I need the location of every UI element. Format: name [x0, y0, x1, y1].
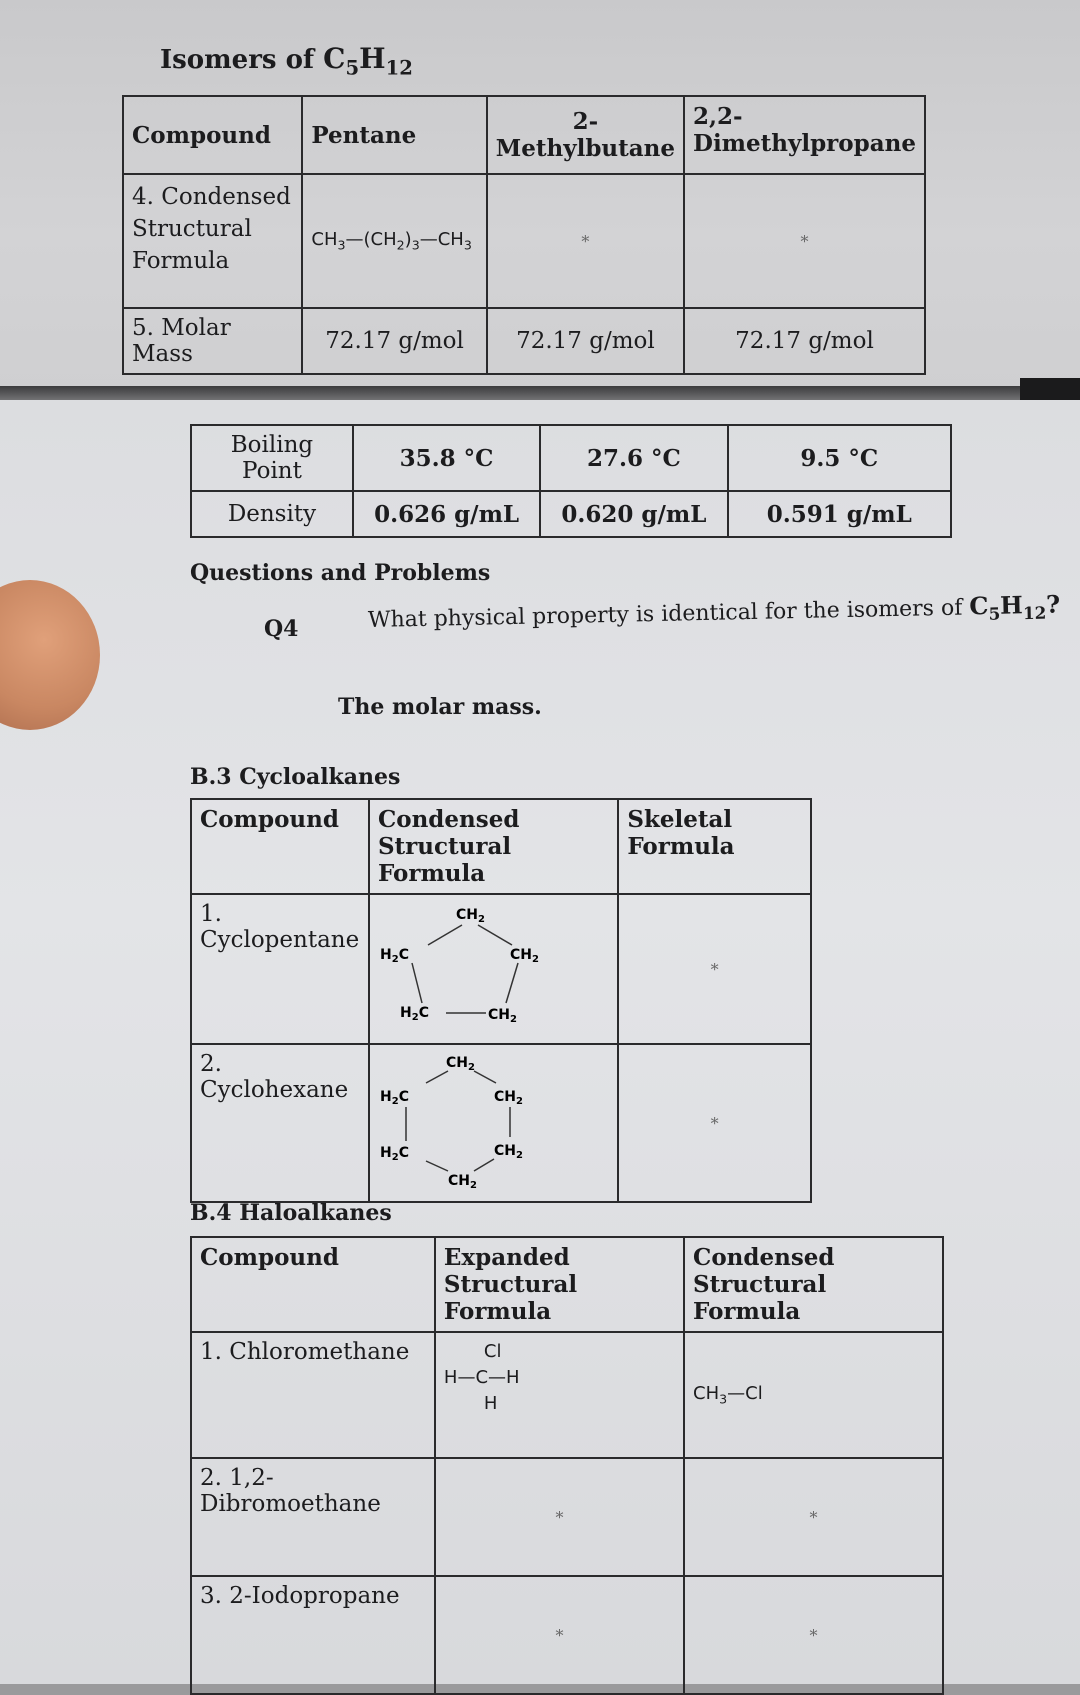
ch2-label: $CH_2$	[493, 1143, 523, 1161]
background-corner	[1020, 378, 1080, 400]
cyclohexane-diagram	[370, 1045, 610, 1195]
pentane-density: 0.626 g/mL	[353, 491, 540, 537]
row-density-label: Density	[191, 491, 353, 537]
properties-table	[190, 424, 952, 538]
expanded-bottom-atom: H	[483, 1393, 498, 1414]
cyclo-header-condensed: Condensed Structural Formula	[369, 799, 618, 894]
h2c-label: $H_2C$	[379, 947, 409, 965]
question-formula: $C_5H_{12}$?	[968, 589, 1061, 624]
ch2-label: $CH_2$	[447, 1173, 477, 1191]
dibromoethane-condensed: *	[684, 1458, 943, 1576]
ch2-label: $CH_2$	[455, 907, 485, 925]
expanded-top-atom: Cl	[483, 1341, 502, 1362]
cycloalkanes-heading: B.3 Cycloalkanes	[190, 764, 401, 790]
title-formula: $C_5H_{12}$	[323, 42, 413, 80]
cyclopentane-skeletal: *	[618, 894, 811, 1044]
h2c-label: $H_2C$	[379, 1145, 409, 1163]
isomers-title	[160, 42, 413, 80]
cyclohexane-structure-cell	[369, 1044, 618, 1202]
chloromethane-condensed: $CH_3—Cl$	[684, 1332, 943, 1458]
pentane-condensed-formula: $CH_3—(CH_2)_3—CH_3$	[302, 174, 486, 308]
dimethylpropane-density: 0.591 g/mL	[728, 491, 951, 537]
row-condensed-label: 4. Condensed Structural Formula	[123, 174, 302, 308]
header-2-methylbutane: 2-Methylbutane	[487, 96, 684, 174]
question-body: What physical property is identical for the isomers of	[367, 595, 963, 633]
title-prefix: Isomers of	[160, 45, 324, 75]
halo-header-expanded: Expanded Structural Formula	[435, 1237, 684, 1332]
isomer-table	[122, 95, 926, 375]
pentane-boiling-point: 35.8 °C	[353, 425, 540, 491]
header-2-2-dimethylpropane: 2,2-Dimethylpropane	[684, 96, 925, 174]
cyclo-header-compound: Compound	[191, 799, 369, 894]
dimethylpropane-boiling-point: 9.5 °C	[728, 425, 951, 491]
iodopropane-expanded: *	[435, 1576, 684, 1694]
bond	[426, 1161, 448, 1171]
answer-text: The molar mass.	[338, 694, 542, 720]
bond	[474, 1159, 494, 1171]
ch2-label: $CH_2$	[509, 947, 539, 965]
header-compound: Compound	[123, 96, 302, 174]
iodopropane-name: 3. 2-Iodopropane	[191, 1576, 435, 1694]
bond	[412, 963, 422, 1003]
pentane-molar-mass: 72.17 g/mol	[302, 308, 486, 374]
cyclohexane-skeletal: *	[618, 1044, 811, 1202]
bond	[506, 963, 518, 1003]
cyclohexane-name: 2. Cyclohexane	[191, 1044, 369, 1202]
header-pentane: Pentane	[302, 96, 486, 174]
cyclo-header-skeletal: Skeletal Formula	[618, 799, 811, 894]
bond	[474, 1071, 496, 1083]
cyclopentane-name: 1. Cyclopentane	[191, 894, 369, 1044]
2-methylbutane-density: 0.620 g/mL	[540, 491, 727, 537]
haloalkanes-heading: B.4 Haloalkanes	[190, 1200, 392, 1226]
bond	[478, 925, 512, 945]
iodopropane-condensed: *	[684, 1576, 943, 1694]
h2c-label: $H_2C$	[399, 1005, 429, 1023]
haloalkanes-table	[190, 1236, 944, 1695]
halo-header-condensed: Condensed Structural Formula	[684, 1237, 943, 1332]
h2c-label: $H_2C$	[379, 1089, 409, 1107]
cyclopentane-diagram	[370, 895, 610, 1037]
question-number: Q4	[264, 616, 299, 642]
ch2-label: $CH_2$	[493, 1089, 523, 1107]
chloromethane-name: 1. Chloromethane	[191, 1332, 435, 1458]
ch2-label: $CH_2$	[445, 1055, 475, 1073]
2-methylbutane-molar-mass: 72.17 g/mol	[487, 308, 684, 374]
dibromoethane-name: 2. 1,2-Dibromoethane	[191, 1458, 435, 1576]
cyclopentane-structure-cell	[369, 894, 618, 1044]
bond	[428, 925, 462, 945]
2-methylbutane-boiling-point: 27.6 °C	[540, 425, 727, 491]
dimethylpropane-molar-mass: 72.17 g/mol	[684, 308, 925, 374]
dimethylpropane-condensed: *	[684, 174, 925, 308]
expanded-middle-row: H—C—H	[443, 1367, 520, 1388]
row-boiling-point-label: Boiling Point	[191, 425, 353, 491]
bond	[426, 1071, 448, 1083]
2-methylbutane-condensed: *	[487, 174, 684, 308]
ch2-label: $CH_2$	[487, 1007, 517, 1025]
cycloalkanes-table	[190, 798, 812, 1203]
halo-header-compound: Compound	[191, 1237, 435, 1332]
row-molar-mass-label: 5. Molar Mass	[123, 308, 302, 374]
questions-heading: Questions and Problems	[190, 560, 491, 586]
dibromoethane-expanded: *	[435, 1458, 684, 1576]
chloromethane-expanded	[435, 1332, 684, 1458]
